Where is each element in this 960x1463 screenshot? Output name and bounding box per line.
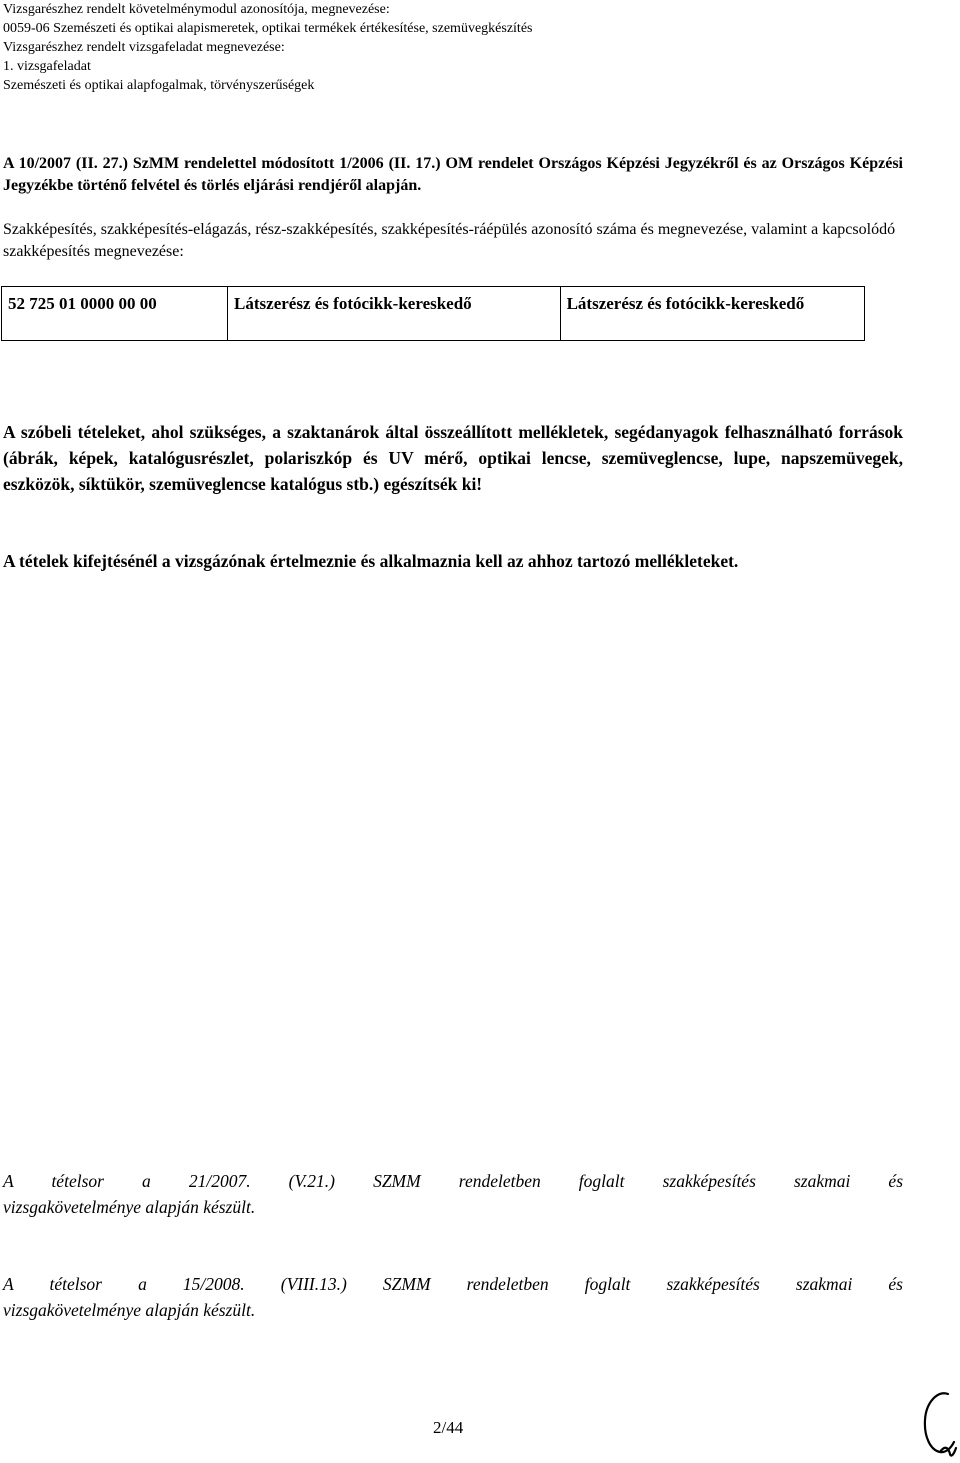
legal-basis-paragraph: A 10/2007 (II. 27.) SzMM rendelettel módosított 1/2006 (II. 17.) OM rendelet Országos Képzési Jegyzékről és az Országos Képzési Jegyzékbe történő felvétel és törlés eljárási rendjéről alapján.: [3, 155, 903, 194]
header-line-module-name: 0059-06 Szemészeti és optikai alapismeretek, optikai termékek értékesítése, szemüvegkészítés: [3, 21, 533, 36]
footer-note-1-line-1: A tételsor a 21/2007. (V.21.) SZMM rendeletben foglalt szakképesítés szakmai és: [3, 1171, 903, 1191]
table-row: [2, 287, 865, 341]
page-number: 2/44: [433, 1418, 464, 1437]
qualification-table: [1, 286, 865, 341]
qualification-name-cell: Látszerész és fotócikk-kereskedő: [228, 287, 561, 341]
header-line-task-label: Vizsgarészhez rendelt vizsgafeladat megnevezése:: [3, 40, 285, 55]
signature-icon: [918, 1388, 958, 1458]
qualification-code-cell: 52 725 01 0000 00 00: [2, 287, 228, 341]
related-qualification-cell: Látszerész és fotócikk-kereskedő: [560, 287, 864, 341]
attachments-paragraph: A szóbeli tételeket, ahol szükséges, a szaktanárok által összeállított mellékletek, segédanyagok felhasználható források (ábrák, képek, katalógusrészlet, polariszkóp és UV mérő, optikai lencse, szemüveglencse, lupe, napszemüvegek, eszközök, síktükör, szemüveglencse katalógus stb.) egészítsék ki!: [3, 422, 903, 494]
footer-note-1: [3, 1168, 903, 1220]
footer-note-1-line-2: vizsgakövetelménye alapján készült.: [3, 1197, 256, 1217]
document-header: [3, 0, 532, 95]
footer-note-2-line-1: A tételsor a 15/2008. (VIII.13.) SZMM rendeletben foglalt szakképesítés szakmai és: [3, 1274, 903, 1294]
header-line-task-number: 1. vizsgafeladat: [3, 59, 91, 74]
footer-note-2: [3, 1271, 903, 1323]
qualification-description: Szakképesítés, szakképesítés-elágazás, rész-szakképesítés, szakképesítés-ráépülés azonosító száma és megnevezése, valamint a kapcsolódó szakképesítés megnevezése:: [3, 221, 896, 260]
footer-note-2-line-2: vizsgakövetelménye alapján készült.: [3, 1300, 256, 1320]
header-line-task-name: Szemészeti és optikai alapfogalmak, törvényszerűségek: [3, 78, 315, 93]
header-line-module-label: Vizsgarészhez rendelt követelménymodul azonosítója, megnevezése:: [3, 2, 390, 17]
instructions-paragraph: A tételek kifejtésénél a vizsgázónak értelmeznie és alkalmaznia kell az ahhoz tartozó mellékleteket.: [3, 551, 739, 571]
